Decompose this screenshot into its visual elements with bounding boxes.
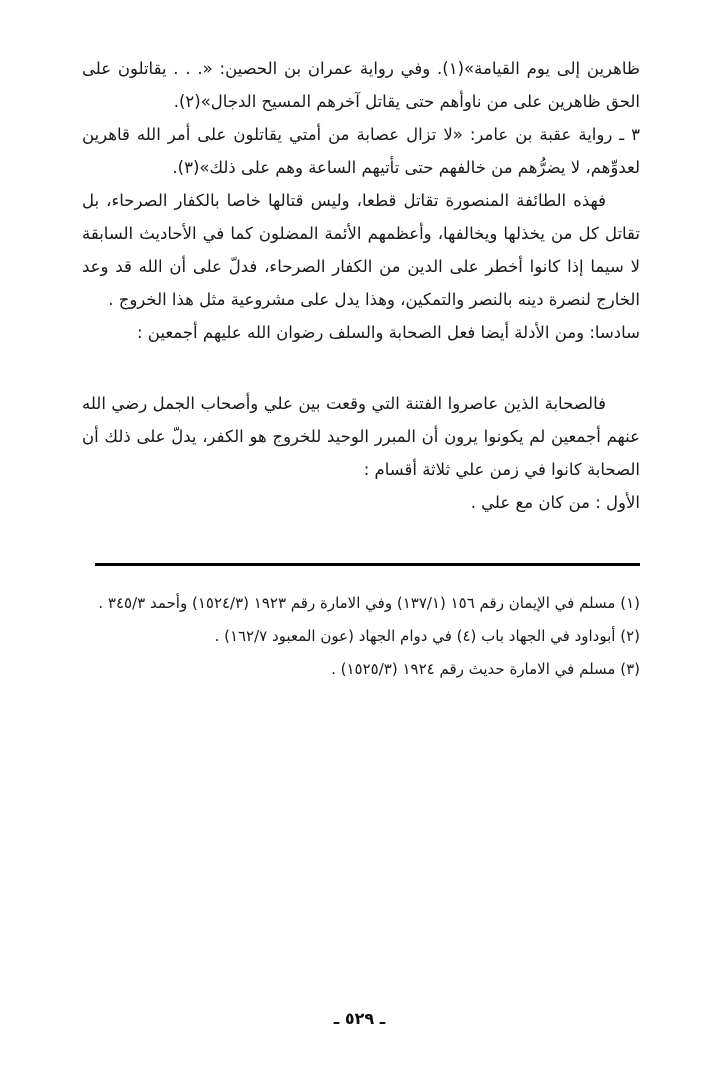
footnotes-section xyxy=(82,588,640,685)
page-number: ـ ٥٢٩ ـ xyxy=(333,1009,386,1028)
body-paragraph-riwaya-3: ٣ ـ رواية عقبة بن عامر: «لا تزال عصابة من أمتي يقاتلون على أمر الله قاهرين لعدوِّهم، لا يضرُّهم من خالفهم حتى تأتيهم الساعة وهم على ذلك»(٣). xyxy=(82,125,640,177)
page-body xyxy=(82,52,640,687)
section-heading-sadisan: سادسا: ومن الأدلة أيضا فعل الصحابة والسلف رضوان الله عليهم أجمعين : xyxy=(136,323,640,342)
footnote-1: (١) مسلم في الإيمان رقم ١٥٦ (١٣٧/١) وفي الامارة رقم ١٩٢٣ (١٥٢٤/٣) وأحمد ٣٤٥/٣ . xyxy=(98,594,640,612)
footnote-3: (٣) مسلم في الامارة حديث رقم ١٩٢٤ (١٥٢٥/٣) . xyxy=(331,660,640,678)
footnote-2: (٢) أبوداود في الجهاد باب (٤) في دوام الجهاد (عون المعبود ١٦٢/٧) . xyxy=(214,627,640,645)
footnote-divider xyxy=(95,563,640,566)
body-line-awwal: الأول : من كان مع علي . xyxy=(470,493,640,512)
body-paragraph-sahaba: فالصحابة الذين عاصروا الفتنة التي وقعت بين علي وأصحاب الجمل رضي الله عنهم أجمعين لم يكونوا يرون أن المبرر الوحيد للخروج هو الكفر، يدلّ على ذلك أن الصحابة كانوا في زمن علي ثلاثة أقسام : xyxy=(82,394,640,479)
body-paragraph-continuation: ظاهرين إلى يوم القيامة»(١). وفي رواية عمران بن الحصين: «. . . يقاتلون على الحق ظاهرين على من ناوأهم حتى يقاتل آخرهم المسيح الدجال»(٢). xyxy=(82,59,640,111)
body-paragraph-taifa: فهذه الطائفة المنصورة تقاتل قطعا، وليس قتالها خاصا بالكفار الصرحاء، بل تقاتل كل من يخذلها ويخالفها، وأعظمهم الأئمة المضلون كما في الأحاديث السابقة لا سيما إذا كانوا أخطر على الدين من الكفار الصرحاء، فدلّ على أن الله قد وعد الخارج لنصرة دينه بالنصر والتمكين، وهذا يدل على مشروعية مثل هذا الخروج . xyxy=(82,191,640,309)
